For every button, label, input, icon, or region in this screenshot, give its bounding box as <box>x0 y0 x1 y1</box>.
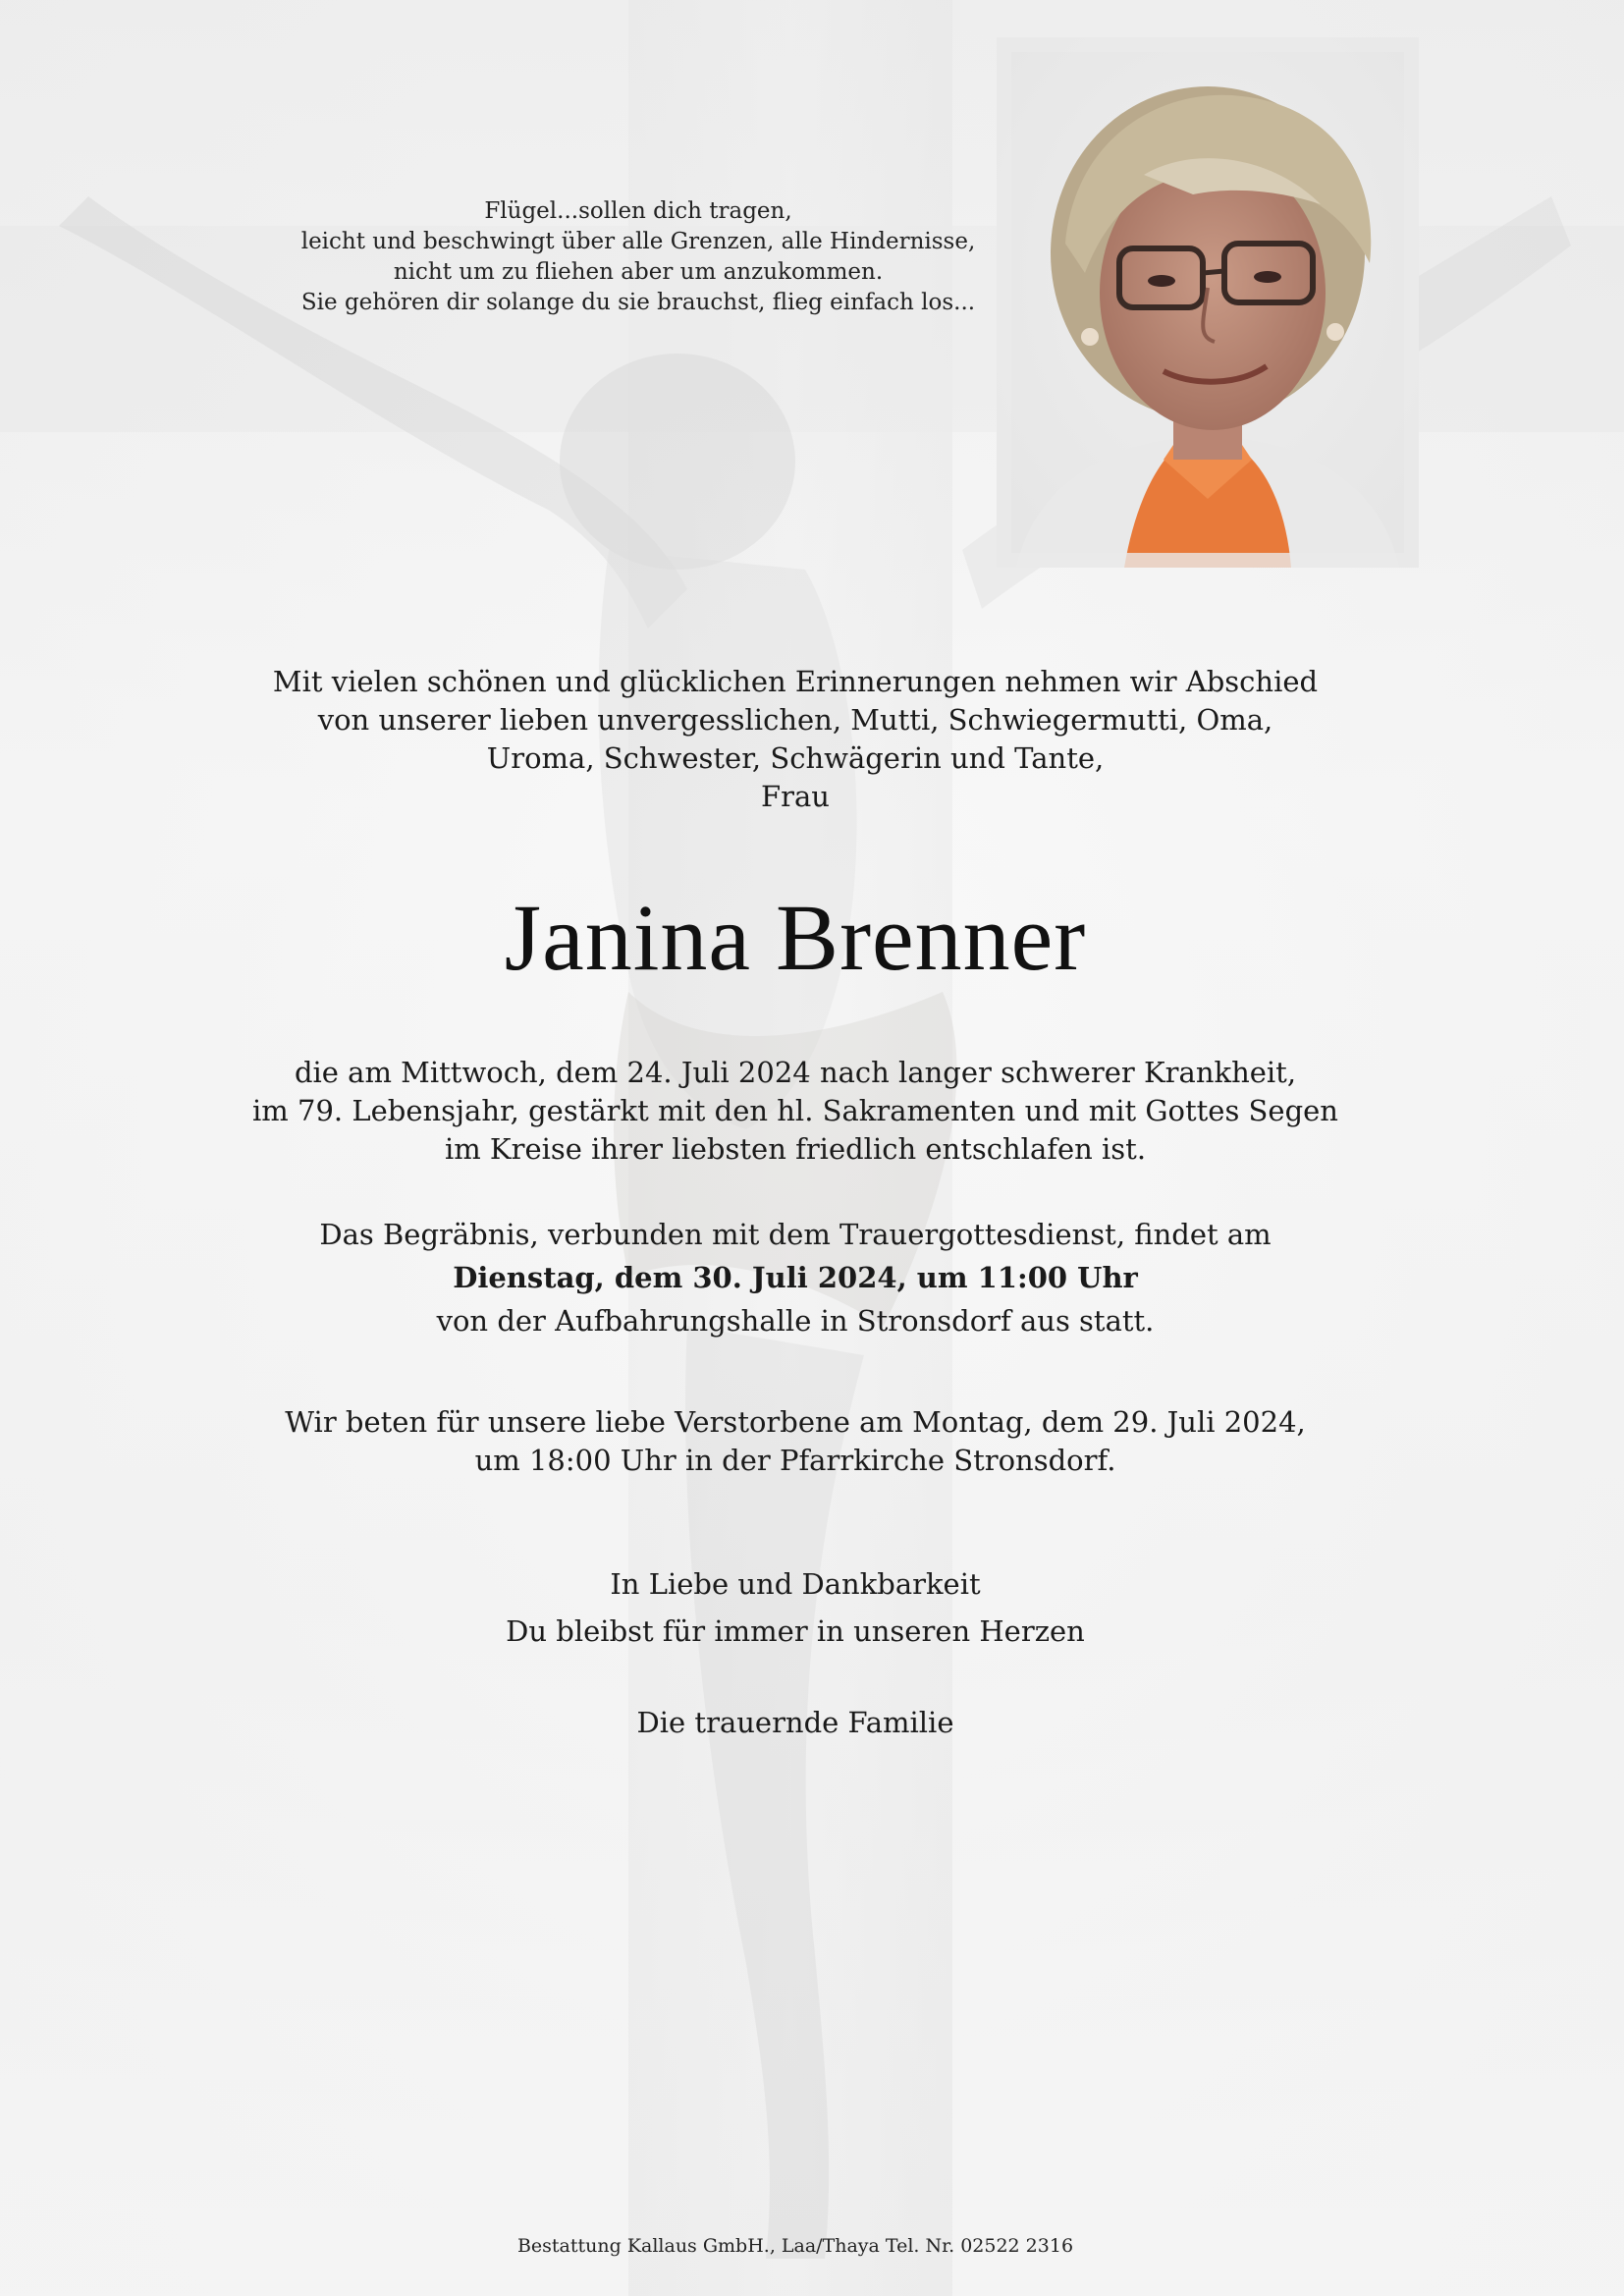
intro-line: Uroma, Schwester, Schwägerin und Tante, <box>486 741 1105 775</box>
poem-line: nicht um zu fliehen aber um anzukommen. <box>393 259 884 285</box>
closing-line: Du bleibst für immer in unseren Herzen <box>506 1614 1085 1648</box>
funeral-location-line: von der Aufbahrungshalle in Stronsdorf aus statt. <box>436 1304 1155 1338</box>
intro-line: Mit vielen schönen und glücklichen Erinnerungen nehmen wir Abschied <box>272 665 1319 698</box>
poem-line: Sie gehören dir solange du sie brauchst, flieg einfach los... <box>300 290 976 315</box>
poem-line: leicht und beschwingt über alle Grenzen, alle Hindernisse, <box>300 229 976 254</box>
funeral-home-footer: Bestattung Kallaus GmbH., Laa/Thaya Tel. Nr. 02522 2316 <box>516 2235 1074 2257</box>
death-notice-line: im Kreise ihrer liebsten friedlich entschlafen ist. <box>444 1132 1147 1166</box>
portrait-photo <box>997 37 1419 568</box>
funeral-date-time: Dienstag, dem 30. Juli 2024, um 11:00 Uhr <box>453 1261 1138 1294</box>
prayer-line: Wir beten für unsere liebe Verstorbene am Montag, dem 29. Juli 2024, <box>285 1405 1306 1439</box>
funeral-info <box>196 1213 1394 1342</box>
deceased-name: Janina Brenner <box>504 885 1087 990</box>
family-signature: Die trauernde Familie <box>636 1706 954 1739</box>
funeral-intro-line: Das Begräbnis, verbunden mit dem Trauergottesdienst, findet am <box>319 1218 1272 1251</box>
prayer-info <box>196 1403 1394 1480</box>
closing-line: In Liebe und Dankbarkeit <box>610 1567 981 1601</box>
intro-line: Frau <box>761 780 830 813</box>
death-notice-line: die am Mittwoch, dem 24. Juli 2024 nach langer schwerer Krankheit, <box>294 1056 1297 1089</box>
death-notice <box>196 1054 1394 1169</box>
poem <box>245 196 1031 318</box>
closing-text <box>196 1560 1394 1655</box>
intro-line: von unserer lieben unvergesslichen, Mutti, Schwiegermutti, Oma, <box>317 703 1273 737</box>
prayer-line: um 18:00 Uhr in der Pfarrkirche Stronsdorf. <box>474 1444 1116 1477</box>
intro-text <box>196 663 1394 816</box>
death-notice-line: im 79. Lebensjahr, gestärkt mit den hl. Sakramenten und mit Gottes Segen <box>252 1094 1338 1127</box>
poem-line: Flügel...sollen dich tragen, <box>484 198 792 224</box>
